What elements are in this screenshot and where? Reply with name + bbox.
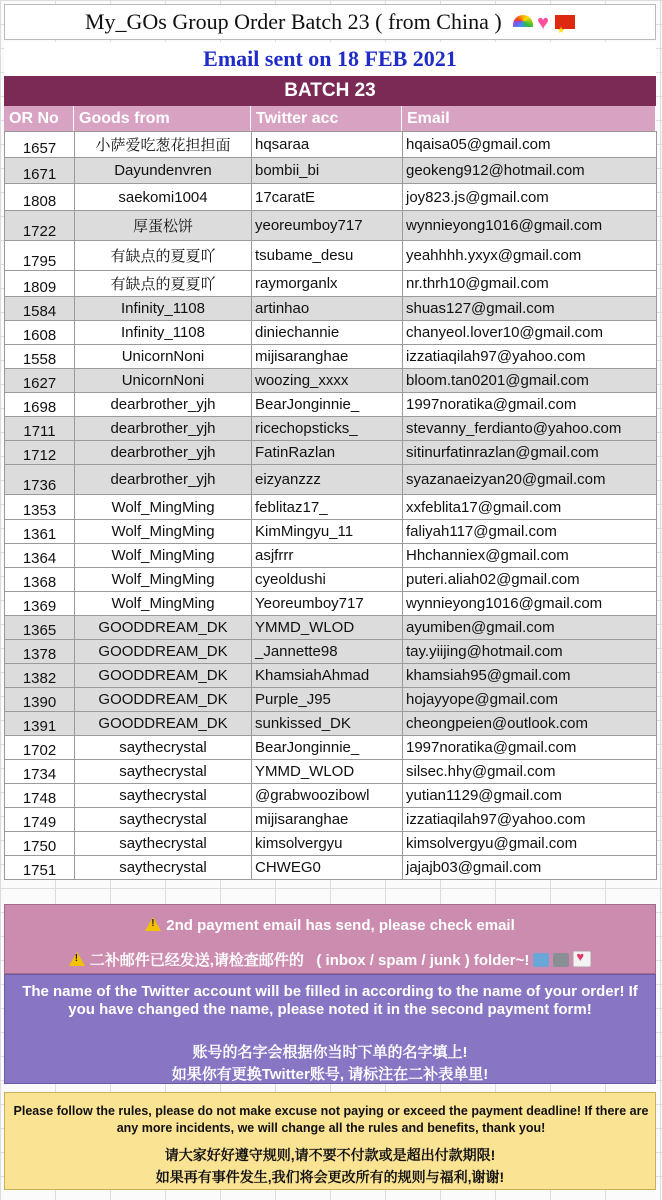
cell-goods: saythecrystal	[75, 760, 252, 784]
cell-goods: 有缺点的夏夏吖	[75, 271, 252, 297]
twitter-notice-en: The name of the Twitter account will be filled in according to the name of your order! If you have changed the name, please noted it in the second payment form!	[22, 983, 638, 1018]
cell-twitter: mijisaranghae	[252, 345, 403, 369]
table-row	[5, 616, 657, 640]
table-row	[5, 856, 657, 880]
cell-email: wynnieyong1016@gmail.com	[403, 211, 657, 241]
table-row	[5, 640, 657, 664]
cell-goods: GOODDREAM_DK	[75, 688, 252, 712]
cell-orno: 1809	[5, 271, 75, 297]
cell-goods: Infinity_1108	[75, 297, 252, 321]
cell-goods: Wolf_MingMing	[75, 592, 252, 616]
cell-orno: 1722	[5, 211, 75, 241]
rules-notice-zh-1: 请大家好好遵守规则,请不要不付款或是超出付款期限!	[164, 1147, 496, 1163]
cell-goods: 厚蛋松饼	[75, 211, 252, 241]
cell-orno: 1369	[5, 592, 75, 616]
payment-notice-en: 2nd payment email has send, please check email	[166, 917, 515, 934]
cell-twitter: sunkissed_DK	[252, 712, 403, 736]
cell-twitter: ricechopsticks_	[252, 417, 403, 441]
table-row	[5, 520, 657, 544]
cell-goods: 小萨爱吃葱花担担面	[75, 132, 252, 158]
cell-orno: 1702	[5, 736, 75, 760]
cell-twitter: hqsaraa	[252, 132, 403, 158]
table-row	[5, 369, 657, 393]
cell-orno: 1751	[5, 856, 75, 880]
cell-email: sitinurfatinrazlan@gmail.com	[403, 441, 657, 465]
cell-goods: dearbrother_yjh	[75, 465, 252, 495]
cell-goods: Dayundenvren	[75, 158, 252, 184]
column-header-or-no: OR No	[4, 106, 74, 131]
twitter-notice-zh-2: 如果你有更换Twitter账号, 请标注在二补表单里!	[171, 1066, 489, 1083]
cell-twitter: 17caratE	[252, 184, 403, 211]
table-row	[5, 297, 657, 321]
cell-orno: 1671	[5, 158, 75, 184]
table-row	[5, 495, 657, 520]
cell-email: Hhchanniex@gmail.com	[403, 544, 657, 568]
table-row	[5, 736, 657, 760]
cell-email: nr.thrh10@gmail.com	[403, 271, 657, 297]
cell-orno: 1736	[5, 465, 75, 495]
table-row	[5, 664, 657, 688]
table-row	[5, 592, 657, 616]
table-row	[5, 808, 657, 832]
cell-orno: 1365	[5, 616, 75, 640]
cell-orno: 1698	[5, 393, 75, 417]
cell-twitter: KimMingyu_11	[252, 520, 403, 544]
cell-twitter: _Jannette98	[252, 640, 403, 664]
cell-email: joy823.js@gmail.com	[403, 184, 657, 211]
cell-orno: 1361	[5, 520, 75, 544]
cell-goods: saythecrystal	[75, 832, 252, 856]
order-table-body	[5, 132, 657, 880]
warning-icon	[69, 952, 85, 966]
cell-goods: saythecrystal	[75, 808, 252, 832]
cell-goods: UnicornNoni	[75, 369, 252, 393]
email-sent-date: Email sent on 18 FEB 2021	[4, 42, 656, 76]
cell-email: faliyah117@gmail.com	[403, 520, 657, 544]
cell-email: silsec.hhy@gmail.com	[403, 760, 657, 784]
cell-goods: GOODDREAM_DK	[75, 664, 252, 688]
table-row	[5, 345, 657, 369]
cell-orno: 1364	[5, 544, 75, 568]
table-row	[5, 132, 657, 158]
cell-twitter: tsubame_desu	[252, 241, 403, 271]
cell-email: syazanaeizyan20@gmail.com	[403, 465, 657, 495]
cell-email: 1997noratika@gmail.com	[403, 736, 657, 760]
cell-twitter: FatinRazlan	[252, 441, 403, 465]
cell-twitter: woozing_xxxx	[252, 369, 403, 393]
cell-email: xxfeblita17@gmail.com	[403, 495, 657, 520]
cell-orno: 1808	[5, 184, 75, 211]
cell-email: khamsiah95@gmail.com	[403, 664, 657, 688]
cell-twitter: YMMD_WLOD	[252, 760, 403, 784]
cell-goods: Infinity_1108	[75, 321, 252, 345]
cell-twitter: kimsolvergyu	[252, 832, 403, 856]
rainbow-icon	[513, 15, 533, 27]
table-row	[5, 241, 657, 271]
table-row	[5, 465, 657, 495]
cell-email: hojayyope@gmail.com	[403, 688, 657, 712]
cell-twitter: BearJonginnie_	[252, 393, 403, 417]
table-row	[5, 760, 657, 784]
cell-twitter: mijisaranghae	[252, 808, 403, 832]
cell-email: yeahhhh.yxyx@gmail.com	[403, 241, 657, 271]
cell-email: puteri.aliah02@gmail.com	[403, 568, 657, 592]
rules-notice-zh-2: 如果再有事件发生,我们将会更改所有的规则与福利,谢谢!	[155, 1169, 505, 1185]
cell-twitter: cyeoldushi	[252, 568, 403, 592]
rules-notice	[4, 1092, 656, 1190]
cell-orno: 1734	[5, 760, 75, 784]
table-row	[5, 158, 657, 184]
cell-twitter: feblitaz17_	[252, 495, 403, 520]
cell-goods: dearbrother_yjh	[75, 393, 252, 417]
cell-orno: 1368	[5, 568, 75, 592]
cell-email: izzatiaqilah97@yahoo.com	[403, 808, 657, 832]
cell-orno: 1391	[5, 712, 75, 736]
twitter-notice-zh-1: 账号的名字会根据你当时下单的名字填上!	[192, 1044, 468, 1061]
page-title	[4, 4, 656, 40]
cell-email: geokeng912@hotmail.com	[403, 158, 657, 184]
cell-orno: 1795	[5, 241, 75, 271]
cell-goods: saekomi1004	[75, 184, 252, 211]
cell-twitter: Yeoreumboy717	[252, 592, 403, 616]
cell-goods: UnicornNoni	[75, 345, 252, 369]
table-row	[5, 417, 657, 441]
cell-twitter: CHWEG0	[252, 856, 403, 880]
cell-orno: 1558	[5, 345, 75, 369]
cell-email: wynnieyong1016@gmail.com	[403, 592, 657, 616]
cell-twitter: @grabwoozibowl	[252, 784, 403, 808]
cell-orno: 1608	[5, 321, 75, 345]
table-row	[5, 568, 657, 592]
cell-twitter: diniechannie	[252, 321, 403, 345]
table-row	[5, 441, 657, 465]
table-row	[5, 688, 657, 712]
table-row	[5, 544, 657, 568]
column-header-goods-from: Goods from	[74, 106, 251, 131]
rules-notice-en: Please follow the rules, please do not make excuse not paying or exceed the payment deadline! If there are any more incidents, we will change all the rules and benefits, thank you!	[13, 1104, 649, 1135]
file-cabinet-icon	[553, 953, 569, 967]
cell-goods: dearbrother_yjh	[75, 441, 252, 465]
table-row	[5, 184, 657, 211]
cell-email: tay.yiijing@hotmail.com	[403, 640, 657, 664]
cell-email: yutian1129@gmail.com	[403, 784, 657, 808]
cell-orno: 1382	[5, 664, 75, 688]
cell-email: cheongpeien@outlook.com	[403, 712, 657, 736]
cell-email: hqaisa05@gmail.com	[403, 132, 657, 158]
order-table	[4, 131, 657, 880]
cell-twitter: artinhao	[252, 297, 403, 321]
cell-orno: 1748	[5, 784, 75, 808]
column-header-email: Email	[402, 106, 656, 131]
column-headers	[4, 106, 656, 131]
cell-twitter: raymorganlx	[252, 271, 403, 297]
cell-email: jajajb03@gmail.com	[403, 856, 657, 880]
cell-email: kimsolvergyu@gmail.com	[403, 832, 657, 856]
cell-goods: GOODDREAM_DK	[75, 712, 252, 736]
cell-goods: Wolf_MingMing	[75, 544, 252, 568]
cell-goods: saythecrystal	[75, 856, 252, 880]
cell-orno: 1627	[5, 369, 75, 393]
column-header-twitter-acc: Twitter acc	[251, 106, 402, 131]
table-row	[5, 271, 657, 297]
cell-twitter: KhamsiahAhmad	[252, 664, 403, 688]
twitter-name-notice	[4, 974, 656, 1084]
folder-icon	[533, 953, 549, 967]
cell-goods: Wolf_MingMing	[75, 520, 252, 544]
table-row	[5, 784, 657, 808]
cell-twitter: Purple_J95	[252, 688, 403, 712]
cell-orno: 1584	[5, 297, 75, 321]
cell-email: shuas127@gmail.com	[403, 297, 657, 321]
title-text: My_GOs Group Order Batch 23 ( from China )	[84, 9, 502, 34]
cell-goods: Wolf_MingMing	[75, 568, 252, 592]
cell-email: ayumiben@gmail.com	[403, 616, 657, 640]
cell-goods: saythecrystal	[75, 736, 252, 760]
cell-goods: GOODDREAM_DK	[75, 616, 252, 640]
cell-goods: 有缺点的夏夏吖	[75, 241, 252, 271]
cell-twitter: asjfrrr	[252, 544, 403, 568]
cell-email: bloom.tan0201@gmail.com	[403, 369, 657, 393]
cell-orno: 1712	[5, 441, 75, 465]
heart-icon: ♥	[537, 12, 550, 34]
cell-twitter: eizyanzzz	[252, 465, 403, 495]
cell-email: 1997noratika@gmail.com	[403, 393, 657, 417]
cell-goods: dearbrother_yjh	[75, 417, 252, 441]
payment-notice-zh: 二补邮件已经发送,请检查邮件的	[89, 952, 304, 969]
table-row	[5, 393, 657, 417]
warning-icon	[145, 917, 161, 931]
cell-goods: Wolf_MingMing	[75, 495, 252, 520]
china-flag-icon	[555, 15, 575, 29]
cell-orno: 1711	[5, 417, 75, 441]
table-row	[5, 832, 657, 856]
cell-orno: 1750	[5, 832, 75, 856]
table-row	[5, 321, 657, 345]
cell-email: izzatiaqilah97@yahoo.com	[403, 345, 657, 369]
cell-twitter: BearJonginnie_	[252, 736, 403, 760]
table-row	[5, 211, 657, 241]
payment-notice	[4, 904, 656, 974]
cell-email: stevanny_ferdianto@yahoo.com	[403, 417, 657, 441]
cell-orno: 1657	[5, 132, 75, 158]
cell-twitter: yeoreumboy717	[252, 211, 403, 241]
cell-twitter: YMMD_WLOD	[252, 616, 403, 640]
cell-orno: 1749	[5, 808, 75, 832]
cell-twitter: bombii_bi	[252, 158, 403, 184]
cell-email: chanyeol.lover10@gmail.com	[403, 321, 657, 345]
payment-notice-folder: ( inbox / spam / junk ) folder~!	[316, 952, 530, 969]
batch-header: BATCH 23	[4, 76, 656, 106]
cell-orno: 1390	[5, 688, 75, 712]
cell-goods: saythecrystal	[75, 784, 252, 808]
love-letter-icon	[573, 951, 591, 967]
cell-orno: 1378	[5, 640, 75, 664]
cell-orno: 1353	[5, 495, 75, 520]
cell-goods: GOODDREAM_DK	[75, 640, 252, 664]
table-row	[5, 712, 657, 736]
